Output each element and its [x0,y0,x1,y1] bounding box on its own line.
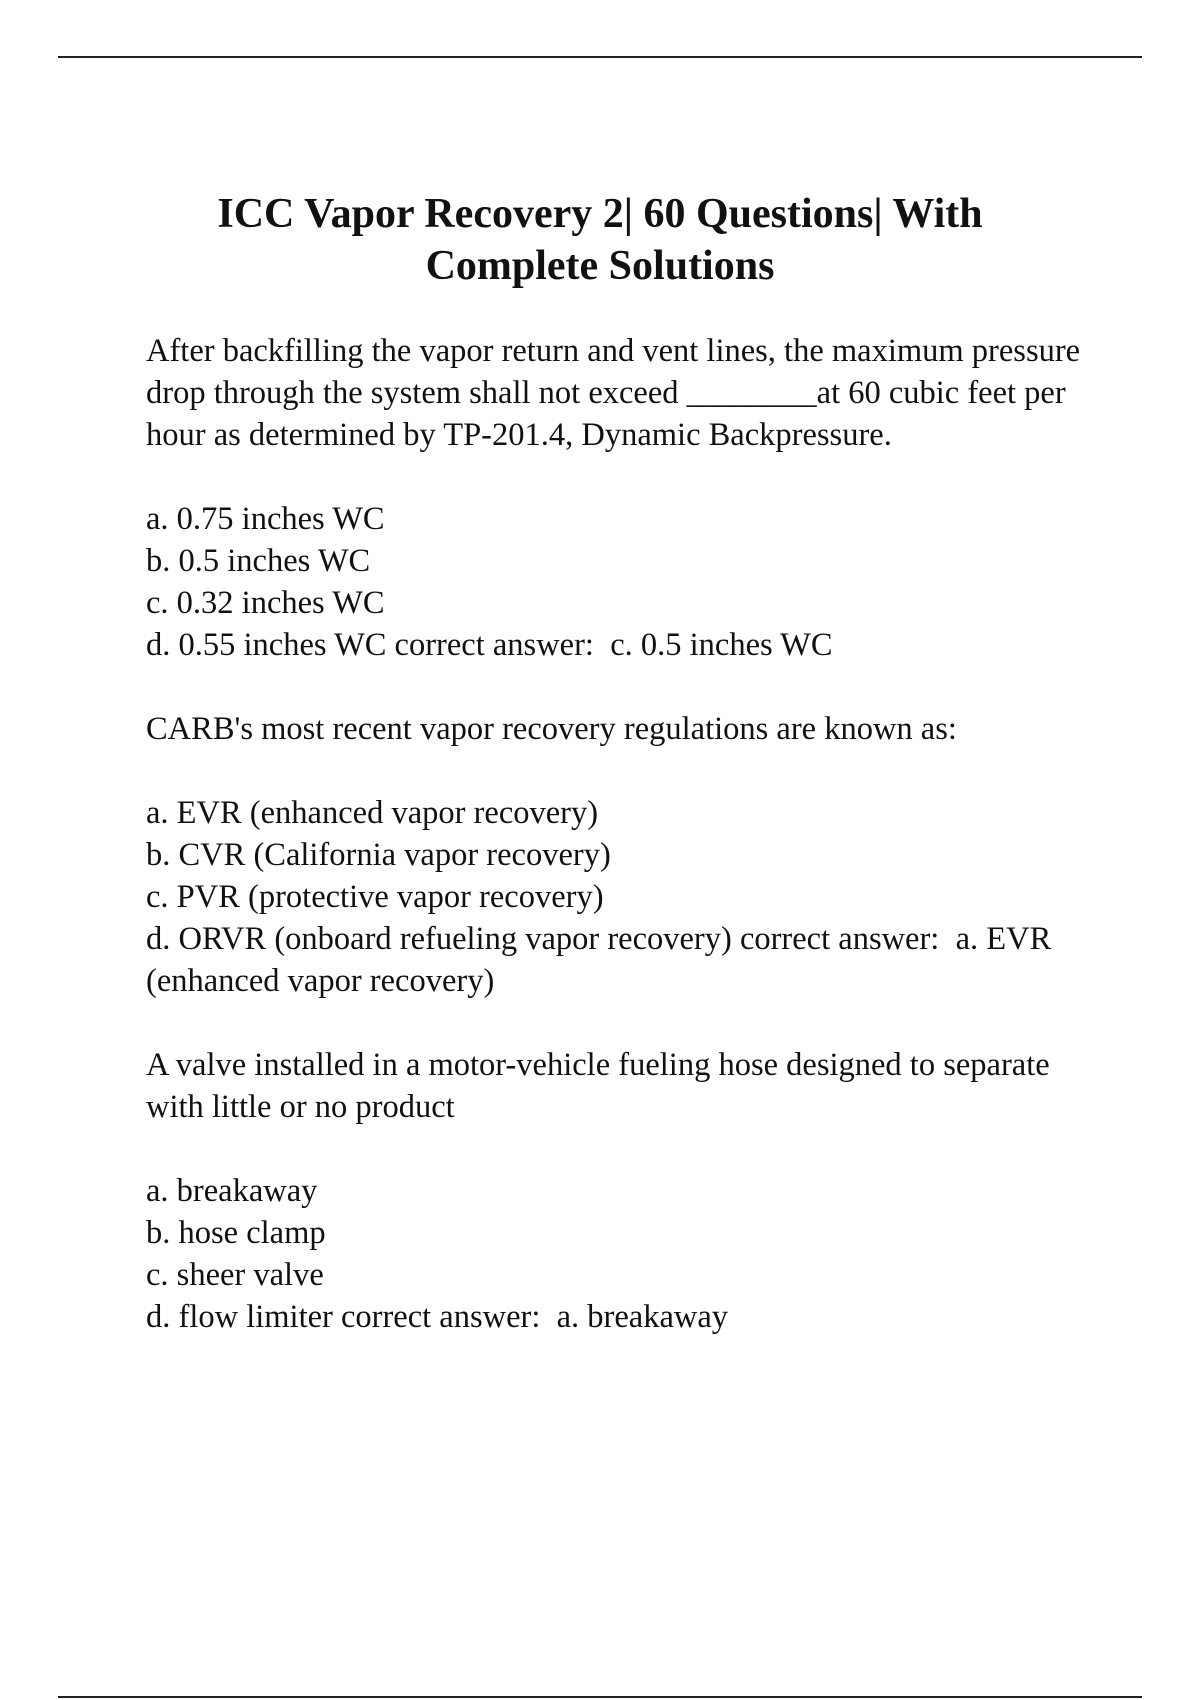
page-title-line-1: ICC Vapor Recovery 2| 60 Questions| With [217,191,983,237]
footer-divider [58,1696,1142,1698]
question-3-option-a: a. breakaway [146,1173,318,1209]
question-3-option-b: b. hose clamp [146,1215,326,1251]
question-1-correct-answer: correct answer: c. 0.5 inches WC [386,627,833,663]
question-2-option-d: d. ORVR (onboard refueling vapor recovery) [146,921,732,957]
question-2 [146,708,1096,1002]
question-2-options [146,792,1096,1002]
question-1-option-a: a. 0.75 inches WC [146,501,385,537]
question-1 [146,330,1096,666]
question-3-option-d-with-answer [146,1296,1096,1338]
question-3-option-d: d. flow limiter [146,1299,333,1335]
question-1-option-b: b. 0.5 inches WC [146,543,371,579]
question-1-option-c: c. 0.32 inches WC [146,585,385,621]
question-list [146,330,1096,1380]
question-3-options [146,1170,1096,1338]
question-2-option-b: b. CVR (California vapor recovery) [146,837,611,873]
question-1-option-d: d. 0.55 inches WC [146,627,387,663]
question-3 [146,1044,1096,1338]
question-3-stem: A valve installed in a motor-vehicle fueling hose designed to separate with little or no product [146,1047,1050,1125]
question-3-correct-answer: correct answer: a. breakaway [332,1299,729,1335]
question-3-option-c: c. sheer valve [146,1257,324,1293]
header-divider [58,56,1142,58]
question-2-option-c: c. PVR (protective vapor recovery) [146,879,604,915]
page-title-line-2: Complete Solutions [425,243,775,289]
question-2-correct-answer: correct answer: a. EVR (enhanced vapor recovery) [146,921,1060,999]
question-2-option-a: a. EVR (enhanced vapor recovery) [146,795,599,831]
question-1-option-d-with-answer [146,624,1096,666]
question-2-stem: CARB's most recent vapor recovery regulations are known as: [146,711,957,747]
page-title [100,188,1100,292]
question-1-options [146,498,1096,666]
question-1-stem: After backfilling the vapor return and vent lines, the maximum pressure drop through the system shall not exceed ________at 60 cubic feet per hour as determined by TP-201.4, Dynamic Backpressure. [146,333,1081,453]
question-2-option-d-with-answer [146,918,1096,1002]
